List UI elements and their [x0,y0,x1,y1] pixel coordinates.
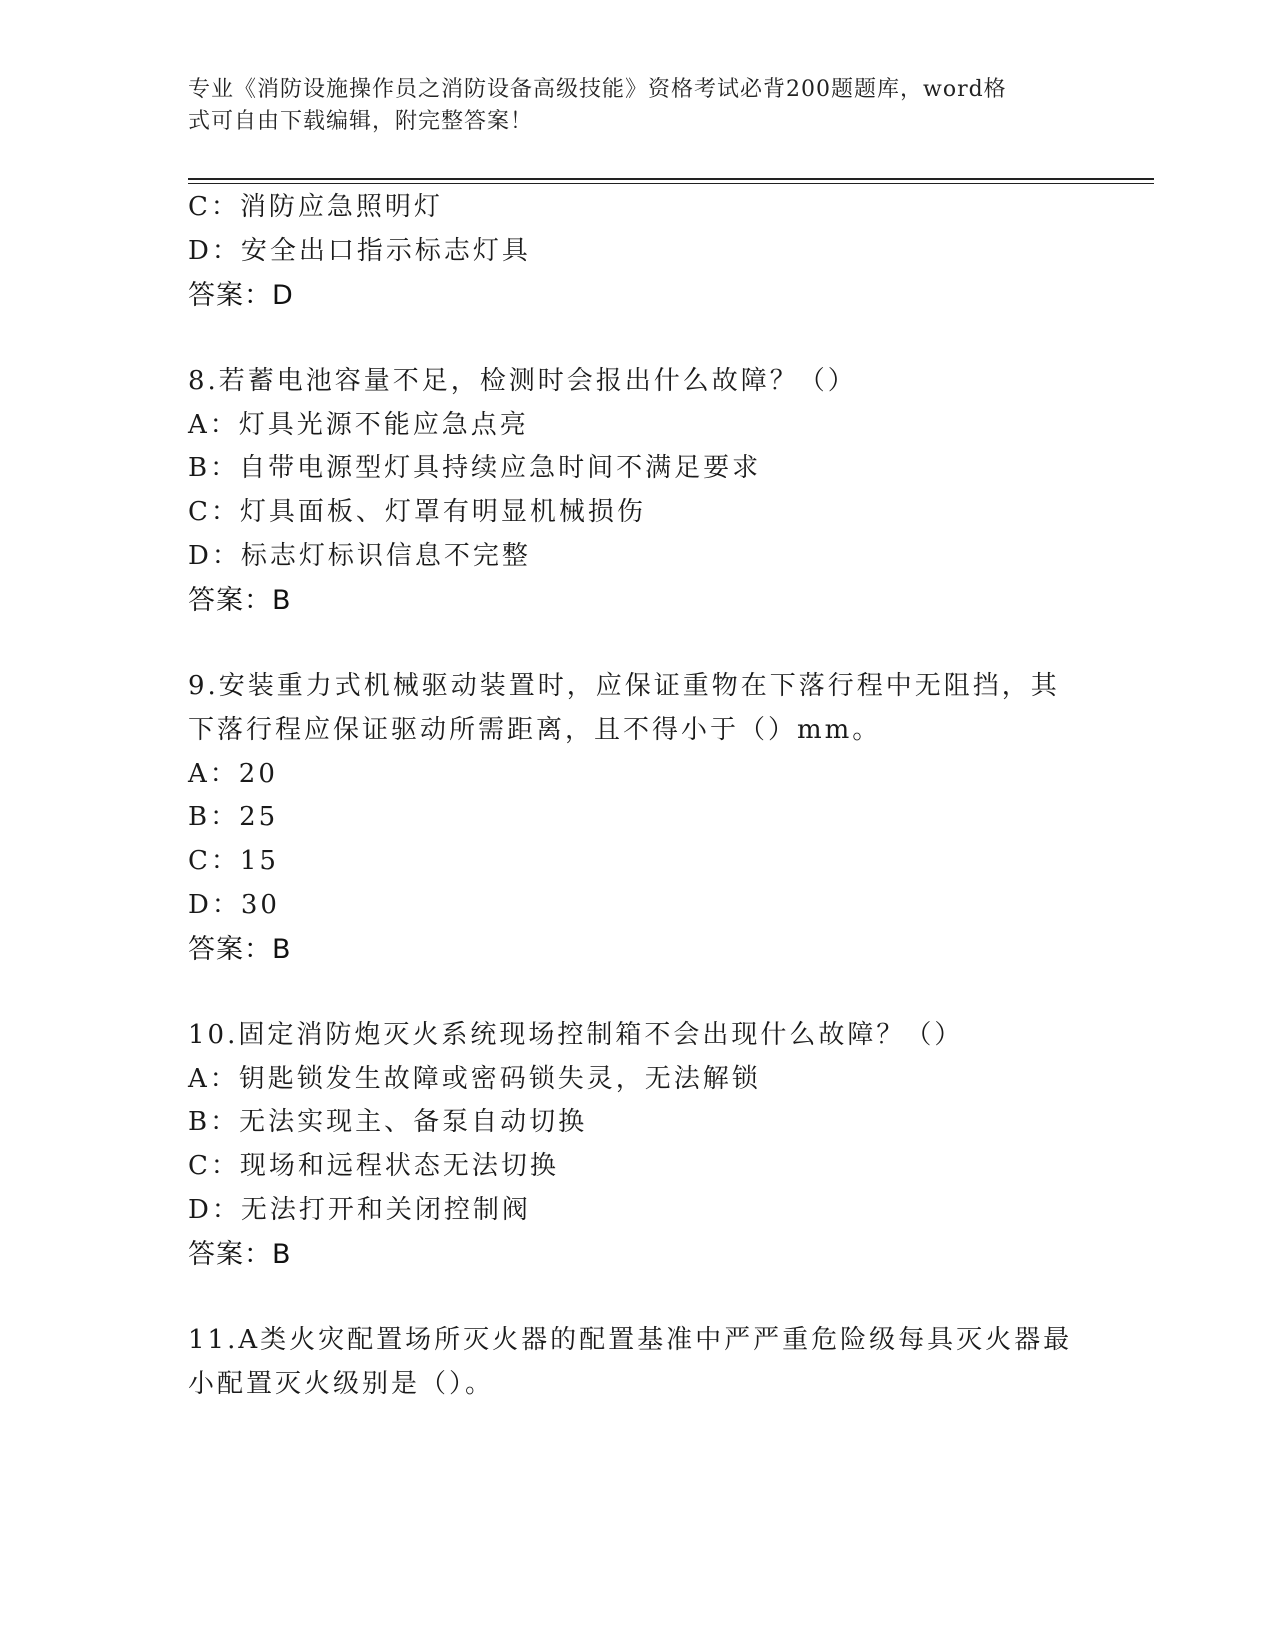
document-header [188,74,1068,138]
q8-question: 8.若蓄电池容量不足，检测时会报出什么故障？（） [188,366,857,396]
q8-option-a: A：灯具光源不能应急点亮 [188,410,529,440]
q10-option-a: A：钥匙锁发生故障或密码锁失灵，无法解锁 [188,1064,761,1094]
q9-question-line-1: 9.安装重力式机械驱动装置时，应保证重物在下落行程中无阻挡，其 [188,671,1060,701]
q9-option-d: D：30 [188,890,280,920]
q7-option-d: D：安全出口指示标志灯具 [188,236,531,266]
q10-option-d: D：无法打开和关闭控制阀 [188,1195,531,1225]
q8-answer: 答案：B [188,585,292,616]
q10-option-b: B：无法实现主、备泵自动切换 [188,1107,588,1137]
header-line-2: 式可自由下载编辑，附完整答案！ [188,109,534,134]
q11-question-line-2: 小配置灭火级别是（）。 [188,1369,495,1399]
q9-option-b: B：25 [188,802,279,832]
header-divider-thin [188,183,1154,184]
q7-answer: 答案：D [188,280,294,311]
q8-option-b: B：自带电源型灯具持续应急时间不满足要求 [188,453,762,483]
header-divider-thick [188,178,1154,180]
q8-option-d: D：标志灯标识信息不完整 [188,541,531,571]
q9-option-a: A：20 [188,759,278,789]
q9-answer: 答案：B [188,934,292,965]
q10-answer: 答案：B [188,1239,292,1270]
q8-option-c: C：灯具面板、灯罩有明显机械损伤 [188,497,646,527]
q10-option-c: C：现场和远程状态无法切换 [188,1151,559,1181]
q10-question: 10.固定消防炮灭火系统现场控制箱不会出现什么故障？（） [188,1020,964,1050]
q7-option-c: C：消防应急照明灯 [188,192,443,222]
q9-option-c: C：15 [188,846,279,876]
q11-question-line-1: 11.A类火灾配置场所灭火器的配置基准中严严重危险级每具灭火器最 [188,1325,1073,1355]
q9-question-line-2: 下落行程应保证驱动所需距离，且不得小于（）mm。 [188,715,882,745]
header-line-1: 专业《消防设施操作员之消防设备高级技能》资格考试必背200题题库，word格 [188,77,1007,102]
